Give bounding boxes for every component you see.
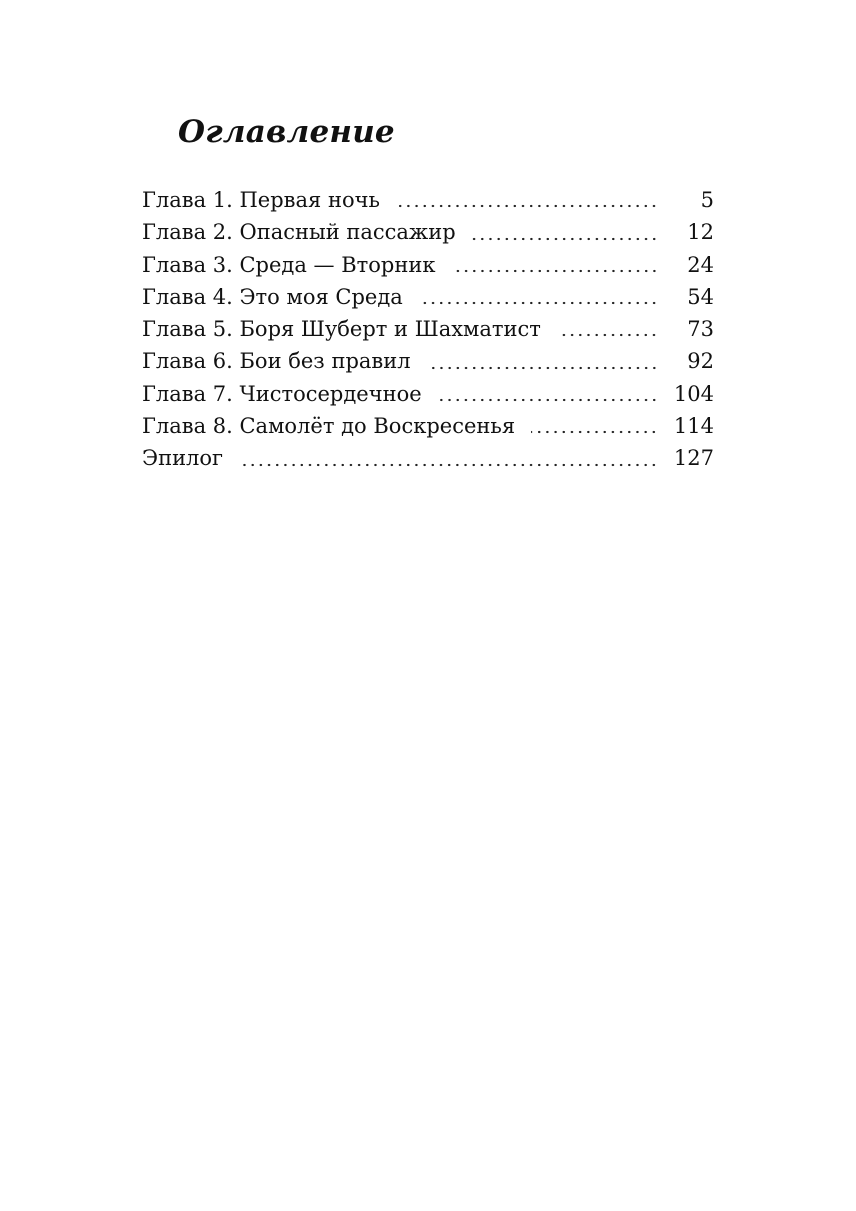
- toc-entry: [142, 216, 714, 248]
- toc-entry-label: Глава 3. Среда — Вторник: [142, 252, 436, 277]
- dot-leader: [438, 398, 658, 402]
- toc-entry-page: 114: [673, 414, 714, 439]
- toc-entry-page: 54: [687, 284, 714, 309]
- toc-entry: [142, 378, 714, 410]
- toc-entry-page: 73: [687, 317, 714, 342]
- toc-entry: [142, 442, 714, 474]
- dot-leader: [531, 430, 658, 434]
- dot-leader: [452, 269, 659, 273]
- toc-entry: [142, 345, 714, 377]
- toc-entry-page: 24: [687, 252, 714, 277]
- toc-entry-label: Эпилог: [142, 446, 224, 471]
- toc-entry-label: Глава 6. Бои без правил: [142, 349, 411, 374]
- dot-leader: [472, 237, 658, 241]
- toc-entry-page: 127: [673, 446, 714, 471]
- toc-entry-label: Глава 8. Самолёт до Воскресенья: [142, 414, 516, 439]
- dot-leader: [396, 204, 658, 208]
- toc-entry-page: 104: [673, 381, 714, 406]
- page-title: Оглавление: [178, 114, 395, 150]
- toc-entry: [142, 249, 714, 281]
- toc-entry: [142, 313, 714, 345]
- toc-entry: [142, 184, 714, 216]
- dot-leader: [427, 366, 658, 370]
- toc-entry-label: Глава 5. Боря Шуберт и Шахматист: [142, 317, 541, 342]
- dot-leader: [239, 463, 658, 467]
- toc-entry: [142, 410, 714, 442]
- toc-entry-label: Глава 4. Это моя Среда: [142, 284, 403, 309]
- dot-leader: [419, 301, 658, 305]
- toc-entry-label: Глава 2. Опасный пассажир: [142, 220, 456, 245]
- toc-entry-label: Глава 7. Чистосердечное: [142, 381, 422, 406]
- toc-entry: [142, 281, 714, 313]
- toc-entry-page: 12: [687, 220, 714, 245]
- toc-entry-label: Глава 1. Первая ночь: [142, 188, 380, 212]
- dot-leader: [557, 333, 658, 337]
- toc-entry-page: 5: [700, 188, 714, 212]
- table-of-contents: [142, 184, 714, 475]
- toc-entry-page: 92: [687, 349, 714, 374]
